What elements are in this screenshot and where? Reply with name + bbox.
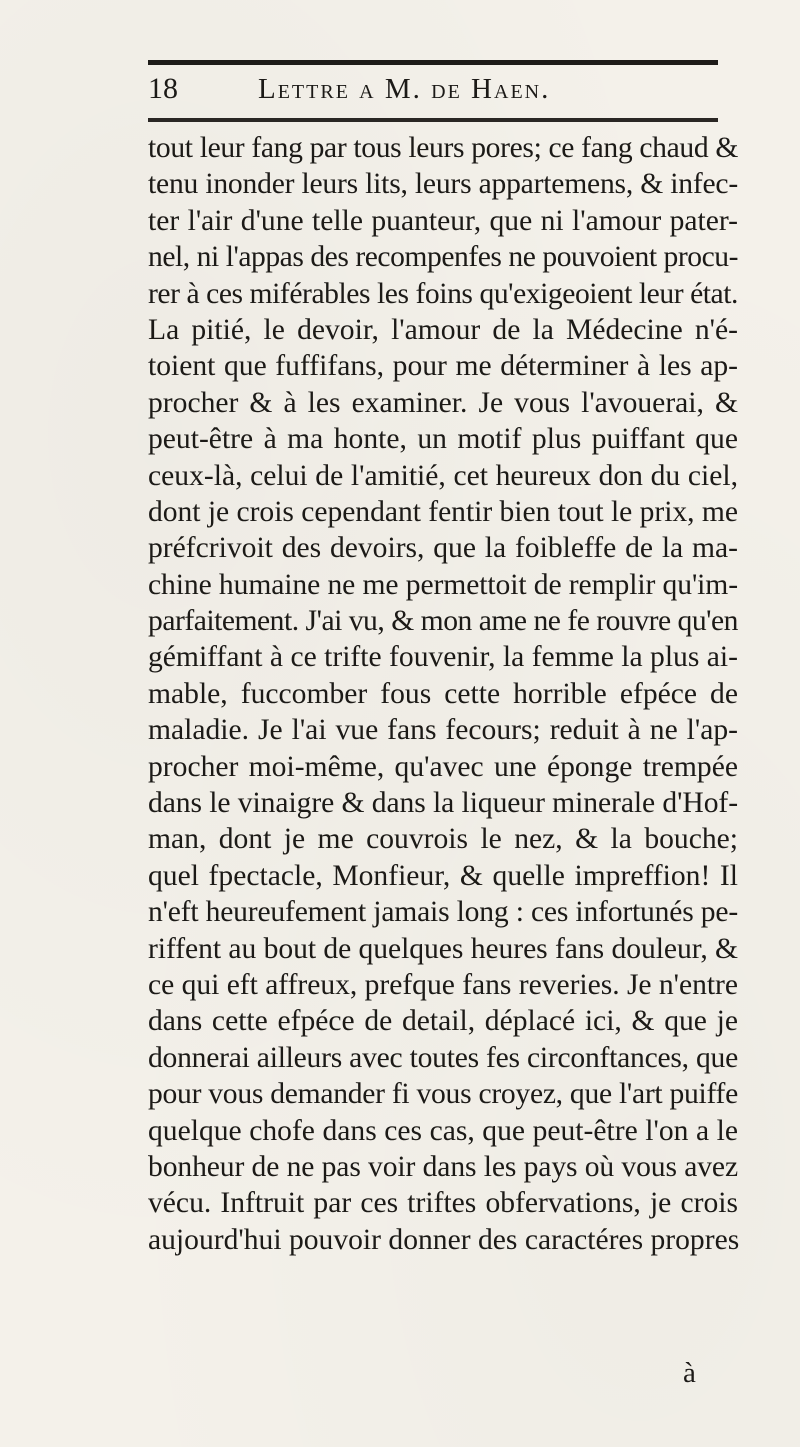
text-line: tout leur fang par tous leurs pores; ce fang chaud & [148,132,738,164]
text-line: man, dont je me couvrois le nez, & la bouche; [148,823,738,856]
text-line: parfaitement. J'ai vu, & mon ame ne fe rouvre qu'en [148,605,738,638]
text-line: procher moi-même, qu'avec une éponge trempée [148,750,738,783]
running-head [148,69,718,109]
text-line: riffent au bout de quelques heures fans douleur, & [148,932,738,965]
text-line: peut-être à ma honte, un motif plus puiffant que [148,423,738,456]
text-line: toient que fuffifans, pour me déterminer à les ap- [148,350,738,383]
running-title: Lettre a M. de Haen. [258,73,551,105]
text-line: aujourd'hui pouvoir donner des caractéres propres [148,1223,740,1256]
text-line: chine humaine ne me permettoit de remplir qu'im- [148,568,738,601]
text-line: mable, fuccomber fous cette horrible efpéce de [148,677,738,710]
text-line: rer à ces miférables les foins qu'exigeoient leur état. [148,277,738,310]
text-line: dans le vinaigre & dans la liqueur minerale d'Hof- [148,787,738,820]
text-line: ceux-là, celui de l'amitié, cet heureux don du ciel, [148,459,738,492]
text-line: dans cette efpéce de detail, déplacé ici, & que je [148,1005,738,1038]
page-number: 18 [148,72,178,105]
text-line: ter l'air d'une telle puanteur, que ni l'amour pater- [148,204,738,237]
text-line: n'eft heureufement jamais long : ces infortunés pe- [148,896,738,929]
text-line: bonheur de ne pas voir dans les pays où vous avez [148,1150,738,1183]
text-line: ce qui eft affreux, prefque fans reveries. Je n'entre [148,968,738,1001]
text-line: dont je crois cependant fentir bien tout le prix, me [148,495,739,528]
text-line: maladie. Je l'ai vue fans fecours; reduit à ne l'ap- [148,714,738,747]
text-line: gémiffant à ce trifte fouvenir, la femme la plus ai- [148,641,738,674]
text-line: tenu inonder leurs lits, leurs appartemens, & infec- [148,168,738,201]
text-line: nel, ni l'appas des recompenfes ne pouvoient procu- [148,241,738,274]
body-text [148,130,738,1258]
text-line: procher & à les examiner. Je vous l'avouerai, & [148,386,738,419]
top-rule [148,60,718,65]
text-line: donnerai ailleurs avec toutes fes circonftances, que [148,1041,738,1074]
text-line: pour vous demander fi vous croyez, que l'art puiffe [148,1078,738,1111]
text-line: vécu. Inftruit par ces triftes obfervations, je crois [148,1187,738,1220]
catchword: à [683,1357,696,1389]
text-line: quel fpectacle, Monfieur, & quelle impreffion! Il [148,859,738,892]
text-line: préfcrivoit des devoirs, que la foibleffe de la ma- [148,532,738,565]
text-line: La pitié, le devoir, l'amour de la Médecine n'é- [148,313,738,346]
text-line: quelque chofe dans ces cas, que peut-être l'on a le [148,1114,738,1147]
header-rule [148,118,718,122]
